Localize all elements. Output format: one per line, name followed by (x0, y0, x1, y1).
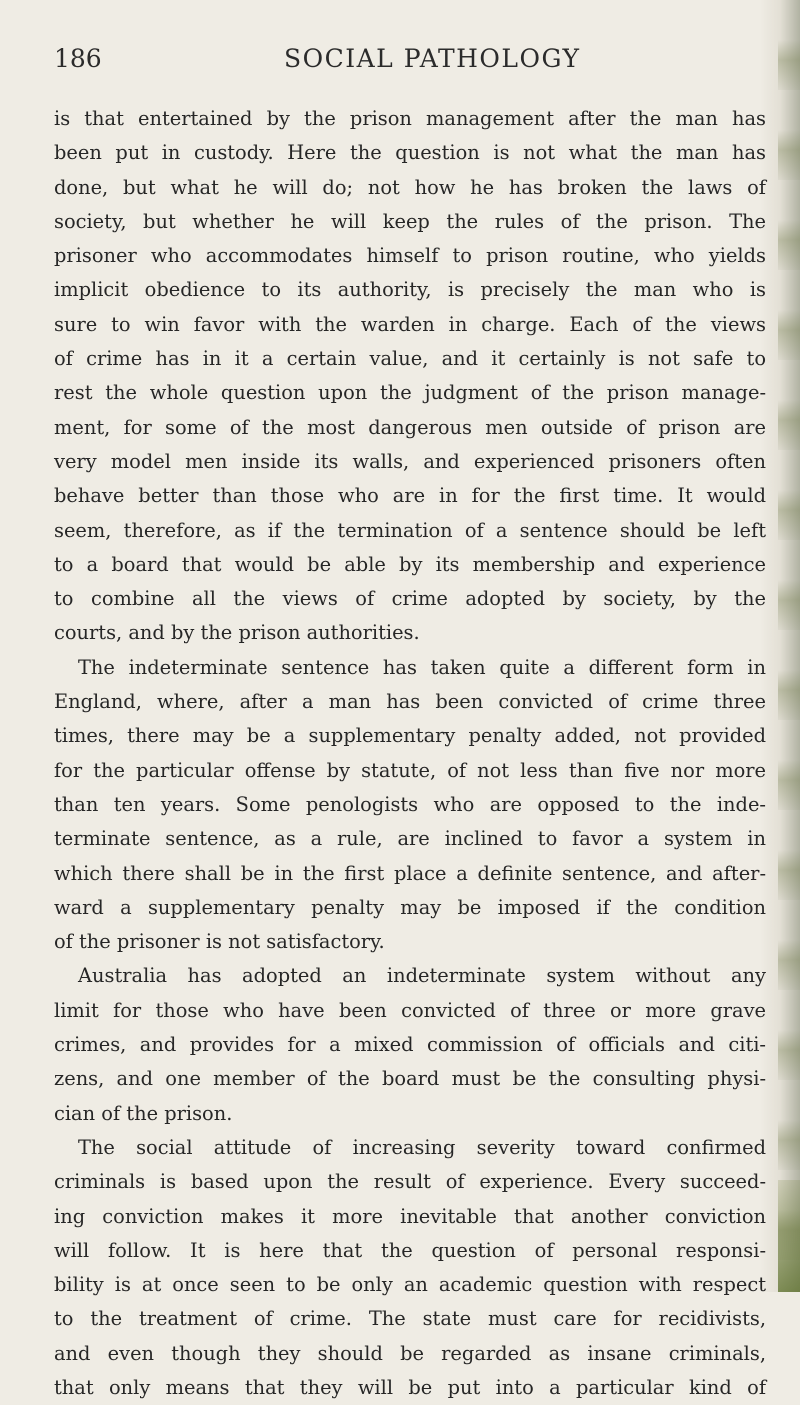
text-line: criminals is based upon the result of experience. Every succeed- (54, 1170, 766, 1194)
page-edge-shadow (778, 0, 800, 1292)
text-line: done, but what he will do; not how he has broken the laws of (54, 175, 766, 199)
paragraph-3 (54, 959, 766, 1130)
text-line: times, there may be a supplementary penalty added, not provided (54, 724, 766, 748)
text-line: for the particular offense by statute, of not less than five nor more (54, 758, 766, 782)
text-line: than ten years. Some penologists who are opposed to the inde- (54, 792, 766, 816)
running-title: SOCIAL PATHOLOGY (284, 44, 581, 73)
text-line: to combine all the views of crime adopted by society, by the (54, 587, 766, 611)
text-line: behave better than those who are in for the first time. It would (54, 484, 766, 508)
text-line: society, but whether he will keep the rules of the prison. The (54, 209, 766, 233)
paragraph-1 (54, 102, 766, 651)
text-line: very model men inside its walls, and experienced prisoners often (54, 449, 766, 473)
text-line: The indeterminate sentence has taken quite a different form in (78, 655, 766, 679)
text-line: seem, therefore, as if the termination of a sentence should be left (54, 518, 766, 542)
text-line: The social attitude of increasing severity toward confirmed (78, 1135, 766, 1159)
text-line: terminate sentence, as a rule, are inclined to favor a system in (54, 827, 766, 851)
page-edge-stain (778, 1180, 800, 1292)
text-line: bility is at once seen to be only an academic question with respect (54, 1273, 766, 1297)
text-line: to the treatment of crime. The state must care for recidivists, (54, 1307, 766, 1331)
text-line: prisoner who accommodates himself to prison routine, who yields (54, 244, 766, 268)
text-line: zens, and one member of the board must be the consulting physi- (54, 1067, 766, 1091)
text-line: to a board that would be able by its membership and experience (54, 552, 766, 576)
text-line: will follow. It is here that the question of personal responsi- (54, 1238, 766, 1262)
paragraph-4 (54, 1131, 766, 1405)
text-line: sure to win favor with the warden in charge. Each of the views (54, 312, 766, 336)
text-line: cian of the prison. (54, 1101, 233, 1125)
text-line: of crime has in it a certain value, and it certainly is not safe to (54, 347, 766, 371)
running-head (54, 44, 746, 84)
page-number: 186 (54, 44, 102, 73)
text-line: limit for those who have been convicted of three or more grave (54, 998, 766, 1022)
text-line: and even though they should be regarded as insane criminals, (54, 1341, 766, 1365)
text-line: rest the whole question upon the judgment of the prison manage- (54, 381, 766, 405)
text-line: which there shall be in the first place a definite sentence, and after- (54, 861, 766, 885)
text-line: of the prisoner is not satisfactory. (54, 930, 385, 954)
paragraph-2 (54, 651, 766, 960)
body-text (54, 102, 766, 1405)
text-line: ward a supplementary penalty may be imposed if the condition (54, 895, 766, 919)
text-line: is that entertained by the prison management after the man has (54, 107, 766, 130)
text-line: ment, for some of the most dangerous men outside of prison are (54, 415, 766, 439)
text-line: been put in custody. Here the question is not what the man has (54, 141, 766, 165)
text-line: implicit obedience to its authority, is precisely the man who is (54, 278, 766, 302)
text-line: England, where, after a man has been convicted of crime three (54, 690, 766, 714)
text-line: that only means that they will be put into a particular kind of (54, 1375, 766, 1399)
text-line: courts, and by the prison authorities. (54, 621, 420, 645)
text-line: Australia has adopted an indeterminate system without any (78, 964, 766, 988)
text-line: ing conviction makes it more inevitable that another conviction (54, 1204, 766, 1228)
text-line: crimes, and provides for a mixed commission of officials and citi- (54, 1033, 766, 1057)
